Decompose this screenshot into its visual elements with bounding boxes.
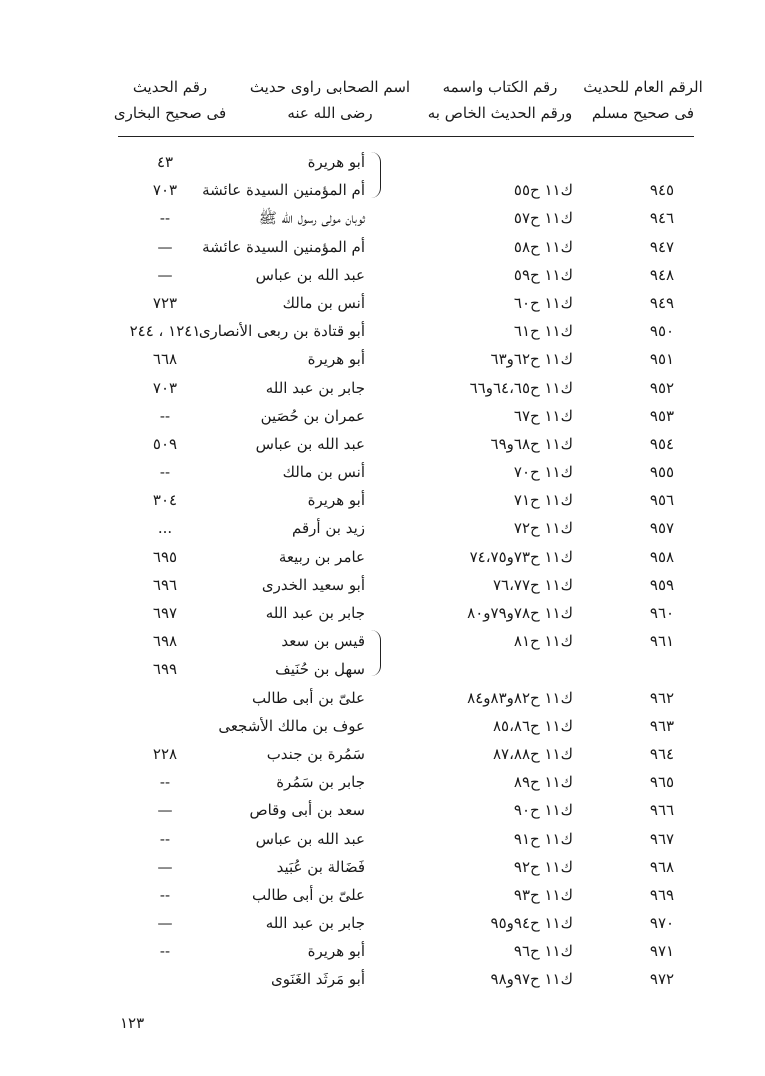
- table-row: [0, 855, 765, 883]
- table-row: [0, 516, 765, 544]
- bukhari-number: ١٢٤١ ، ٢٤٤: [129, 322, 201, 341]
- book-reference: ك١١ ح٧٢: [513, 519, 573, 538]
- header-bukhari-line2: فى صحيح البخارى: [113, 104, 227, 122]
- narrator-name: جابر بن عبد الله: [265, 378, 365, 397]
- table-row: [0, 404, 765, 432]
- bukhari-number: --: [159, 209, 171, 228]
- header-general-number-line2: فى صحيح مسلم: [591, 104, 695, 122]
- narrator-name: عبد الله بن عباس: [255, 434, 365, 453]
- bukhari-number: ٧٠٣: [152, 181, 178, 200]
- book-reference: ك١١ ح٥٨: [513, 237, 573, 256]
- header-book-ref-line1: رقم الكتاب واسمه: [442, 78, 558, 96]
- bukhari-number: --: [159, 829, 171, 848]
- general-number: ٩٤٨: [649, 265, 675, 284]
- table-row: [0, 150, 765, 178]
- general-number: ٩٦٨: [649, 857, 675, 876]
- bukhari-number: --: [159, 942, 171, 961]
- book-reference: ك١١ ح٨٥،٨٦: [492, 716, 573, 735]
- page-number: ١٢٣: [120, 1014, 145, 1032]
- book-reference: ك١١ ح٩٧و٩٨: [490, 970, 573, 989]
- table-row: [0, 235, 765, 263]
- header-general-number-line1: الرقم العام للحديث: [583, 78, 703, 96]
- narrator-name: أبو هريرة: [307, 153, 365, 171]
- table-row: [0, 460, 765, 488]
- narrator-name: أنس بن مالك: [282, 293, 365, 312]
- narrator-name: عبد الله بن عباس: [255, 265, 365, 284]
- table-row: [0, 686, 765, 714]
- book-reference: ك١١ ح٩٣: [513, 885, 573, 904]
- book-reference: ك١١ ح٧٣و٧٤،٧٥: [469, 547, 573, 566]
- narrator-name: أبو قتادة بن ربعى الأنصارى: [198, 322, 365, 341]
- general-number: ٩٤٧: [649, 237, 675, 256]
- general-number: ٩٦٦: [649, 801, 675, 820]
- bukhari-number: ٦٩٨: [152, 632, 178, 651]
- header-bukhari: [110, 74, 230, 126]
- narrator-name: علىّ بن أبى طالب: [252, 688, 365, 707]
- book-reference: ك١١ ح٦٧: [513, 406, 573, 425]
- narrator-name: أنس بن مالك: [282, 463, 365, 482]
- table-row: [0, 573, 765, 601]
- general-number: ٩٥١: [649, 350, 675, 369]
- bukhari-number: ٧٢٣: [152, 293, 178, 312]
- general-number: ٩٧٢: [649, 970, 675, 989]
- narrator-name: أبو هريرة: [307, 350, 365, 369]
- table-row: [0, 319, 765, 347]
- table-row: [0, 376, 765, 404]
- bukhari-number: --: [159, 773, 171, 792]
- book-reference: ك١١ ح٥٩: [513, 265, 573, 284]
- general-number: ٩٥٣: [649, 406, 675, 425]
- table-row: [0, 827, 765, 855]
- narrator-name: أبو هريرة: [307, 942, 365, 961]
- table-row: [0, 714, 765, 742]
- book-reference: ك١١ ح٩٠: [513, 801, 573, 820]
- table-row: [0, 911, 765, 939]
- header-divider: [118, 136, 694, 137]
- bukhari-number: ٦٩٧: [152, 604, 178, 622]
- general-number: ٩٤٦: [649, 209, 675, 228]
- bukhari-number: --: [159, 406, 171, 425]
- book-reference: ك١١ ح٨١: [513, 632, 573, 651]
- general-number: ٩٤٩: [649, 293, 675, 312]
- table-row: [0, 545, 765, 573]
- narrator-name: سهل بن حُنَيف: [275, 660, 365, 679]
- book-reference: ك١١ ح٦٢و٦٣: [490, 350, 573, 369]
- book-reference: ك١١ ح٦٤،٦٥و٦٦: [469, 378, 573, 397]
- narrator-name: سعد بن أبى وقاص: [249, 801, 365, 820]
- bukhari-number: —: [157, 914, 173, 933]
- table-row: [0, 263, 765, 291]
- book-reference: ك١١ ح٧٦،٧٧: [492, 575, 573, 594]
- book-reference: ك١١ ح٦٨و٦٩: [490, 434, 573, 453]
- general-number: ٩٥٠: [649, 322, 675, 341]
- general-number: ٩٦٧: [649, 829, 675, 848]
- bukhari-number: —: [157, 265, 173, 284]
- header-narrator-line1: اسم الصحابى راوى حديث: [249, 78, 411, 96]
- narrator-name: أم المؤمنين السيدة عائشة: [202, 181, 365, 200]
- header-general-number: [583, 74, 703, 126]
- bukhari-number: ٣٠٤: [152, 491, 178, 510]
- header-book-ref: [425, 74, 575, 126]
- book-reference: ك١١ ح٨٩: [513, 773, 573, 792]
- general-number: ٩٥٢: [649, 378, 675, 397]
- table-row: [0, 939, 765, 967]
- book-reference: ك١١ ح٨٢و٨٣و٨٤: [467, 688, 573, 707]
- book-reference: ك١١ ح٦١: [513, 322, 573, 341]
- book-reference: ك١١ ح٧٨و٧٩و٨٠: [467, 604, 573, 622]
- general-number: ٩٥٧: [649, 519, 675, 538]
- bukhari-number: ٦٩٦: [152, 575, 178, 594]
- book-reference: ك١١ ح٩٦: [513, 942, 573, 961]
- general-number: ٩٦١: [649, 632, 675, 651]
- narrator-name: عمران بن حُصَين: [260, 406, 365, 425]
- table-row: [0, 347, 765, 375]
- general-number: ٩٦٢: [649, 688, 675, 707]
- hadith-table: [0, 150, 765, 996]
- narrator-name: أبو هريرة: [307, 491, 365, 510]
- book-reference: ك١١ ح٨٧،٨٨: [492, 744, 573, 763]
- narrator-name: أبو مَرثَد الغَنَوى: [271, 970, 365, 989]
- table-row: [0, 291, 765, 319]
- general-number: ٩٥٨: [649, 547, 675, 566]
- general-number: ٩٥٤: [649, 434, 675, 453]
- narrator-name: جابر بن عبد الله: [265, 604, 365, 622]
- general-number: ٩٦٥: [649, 773, 675, 792]
- narrator-name: فَضَالة بن عُبَيد: [276, 857, 365, 876]
- book-reference: ك١١ ح٥٧: [513, 209, 573, 228]
- narrator-name: علىّ بن أبى طالب: [252, 885, 365, 904]
- general-number: ٩٤٥: [649, 181, 675, 200]
- table-row: [0, 432, 765, 460]
- table-row: [0, 206, 765, 234]
- bukhari-number: ...: [157, 519, 173, 538]
- bukhari-number: ٦٩٩: [152, 660, 178, 679]
- header-narrator: [240, 74, 420, 126]
- table-row: [0, 629, 765, 657]
- table-row: [0, 742, 765, 770]
- narrator-name: عبد الله بن عباس: [255, 829, 365, 848]
- narrator-name: قيس بن سعد: [281, 632, 365, 651]
- bukhari-number: ٦٦٨: [152, 350, 178, 369]
- table-row: [0, 770, 765, 798]
- bukhari-number: —: [157, 857, 173, 876]
- narrator-name: زيد بن أرقم: [292, 519, 365, 538]
- book-reference: ك١١ ح٩١: [513, 829, 573, 848]
- book-reference: ك١١ ح٩٢: [513, 857, 573, 876]
- general-number: ٩٧١: [649, 942, 675, 961]
- table-row: [0, 798, 765, 826]
- header-bukhari-line1: رقم الحديث: [132, 78, 208, 96]
- bukhari-number: ٥٠٩: [152, 434, 178, 453]
- bukhari-number: ٢٢٨: [152, 744, 178, 763]
- table-row: [0, 488, 765, 516]
- book-reference: ك١١ ح٧٠: [513, 463, 573, 482]
- bukhari-number: --: [159, 463, 171, 482]
- table-row: [0, 967, 765, 995]
- narrator-name: جابر بن عبد الله: [265, 914, 365, 933]
- general-number: ٩٥٥: [649, 463, 675, 482]
- narrator-name: عامر بن ربيعة: [278, 547, 365, 566]
- book-reference: ك١١ ح٦٠: [513, 293, 573, 312]
- general-number: ٩٦٠: [649, 604, 675, 622]
- general-number: ٩٧٠: [649, 914, 675, 933]
- bukhari-number: --: [159, 885, 171, 904]
- book-reference: ك١١ ح٧١: [513, 491, 573, 510]
- table-row: [0, 883, 765, 911]
- book-reference: ك١١ ح٥٥: [513, 181, 573, 200]
- narrator-name: سَمُرة بن جندب: [266, 744, 365, 763]
- general-number: ٩٦٤: [649, 744, 675, 763]
- bukhari-number: ٤٣: [156, 153, 174, 171]
- narrator-name: أبو سعيد الخدرى: [261, 575, 365, 594]
- bukhari-number: ٧٠٣: [152, 378, 178, 397]
- table-row: [0, 178, 765, 206]
- general-number: ٩٥٦: [649, 491, 675, 510]
- table-row: [0, 657, 765, 685]
- book-reference: ك١١ ح٩٤و٩٥: [490, 914, 573, 933]
- bukhari-number: ٦٩٥: [152, 547, 178, 566]
- general-number: ٩٥٩: [649, 575, 675, 594]
- header-narrator-line2: رضى الله عنه: [287, 104, 373, 122]
- narrator-name: عوف بن مالك الأشجعى: [218, 716, 365, 735]
- narrator-name: ثوبان مولى رسول الله ﷺ: [258, 209, 365, 228]
- general-number: ٩٦٩: [649, 885, 675, 904]
- table-row: [0, 601, 765, 629]
- narrator-name: جابر بن سَمُرة: [276, 773, 365, 792]
- bukhari-number: —: [157, 801, 173, 820]
- narrator-name: أم المؤمنين السيدة عائشة: [202, 237, 365, 256]
- header-book-ref-line2: ورقم الحديث الخاص به: [427, 104, 573, 122]
- general-number: ٩٦٣: [649, 716, 675, 735]
- bukhari-number: —: [157, 237, 173, 256]
